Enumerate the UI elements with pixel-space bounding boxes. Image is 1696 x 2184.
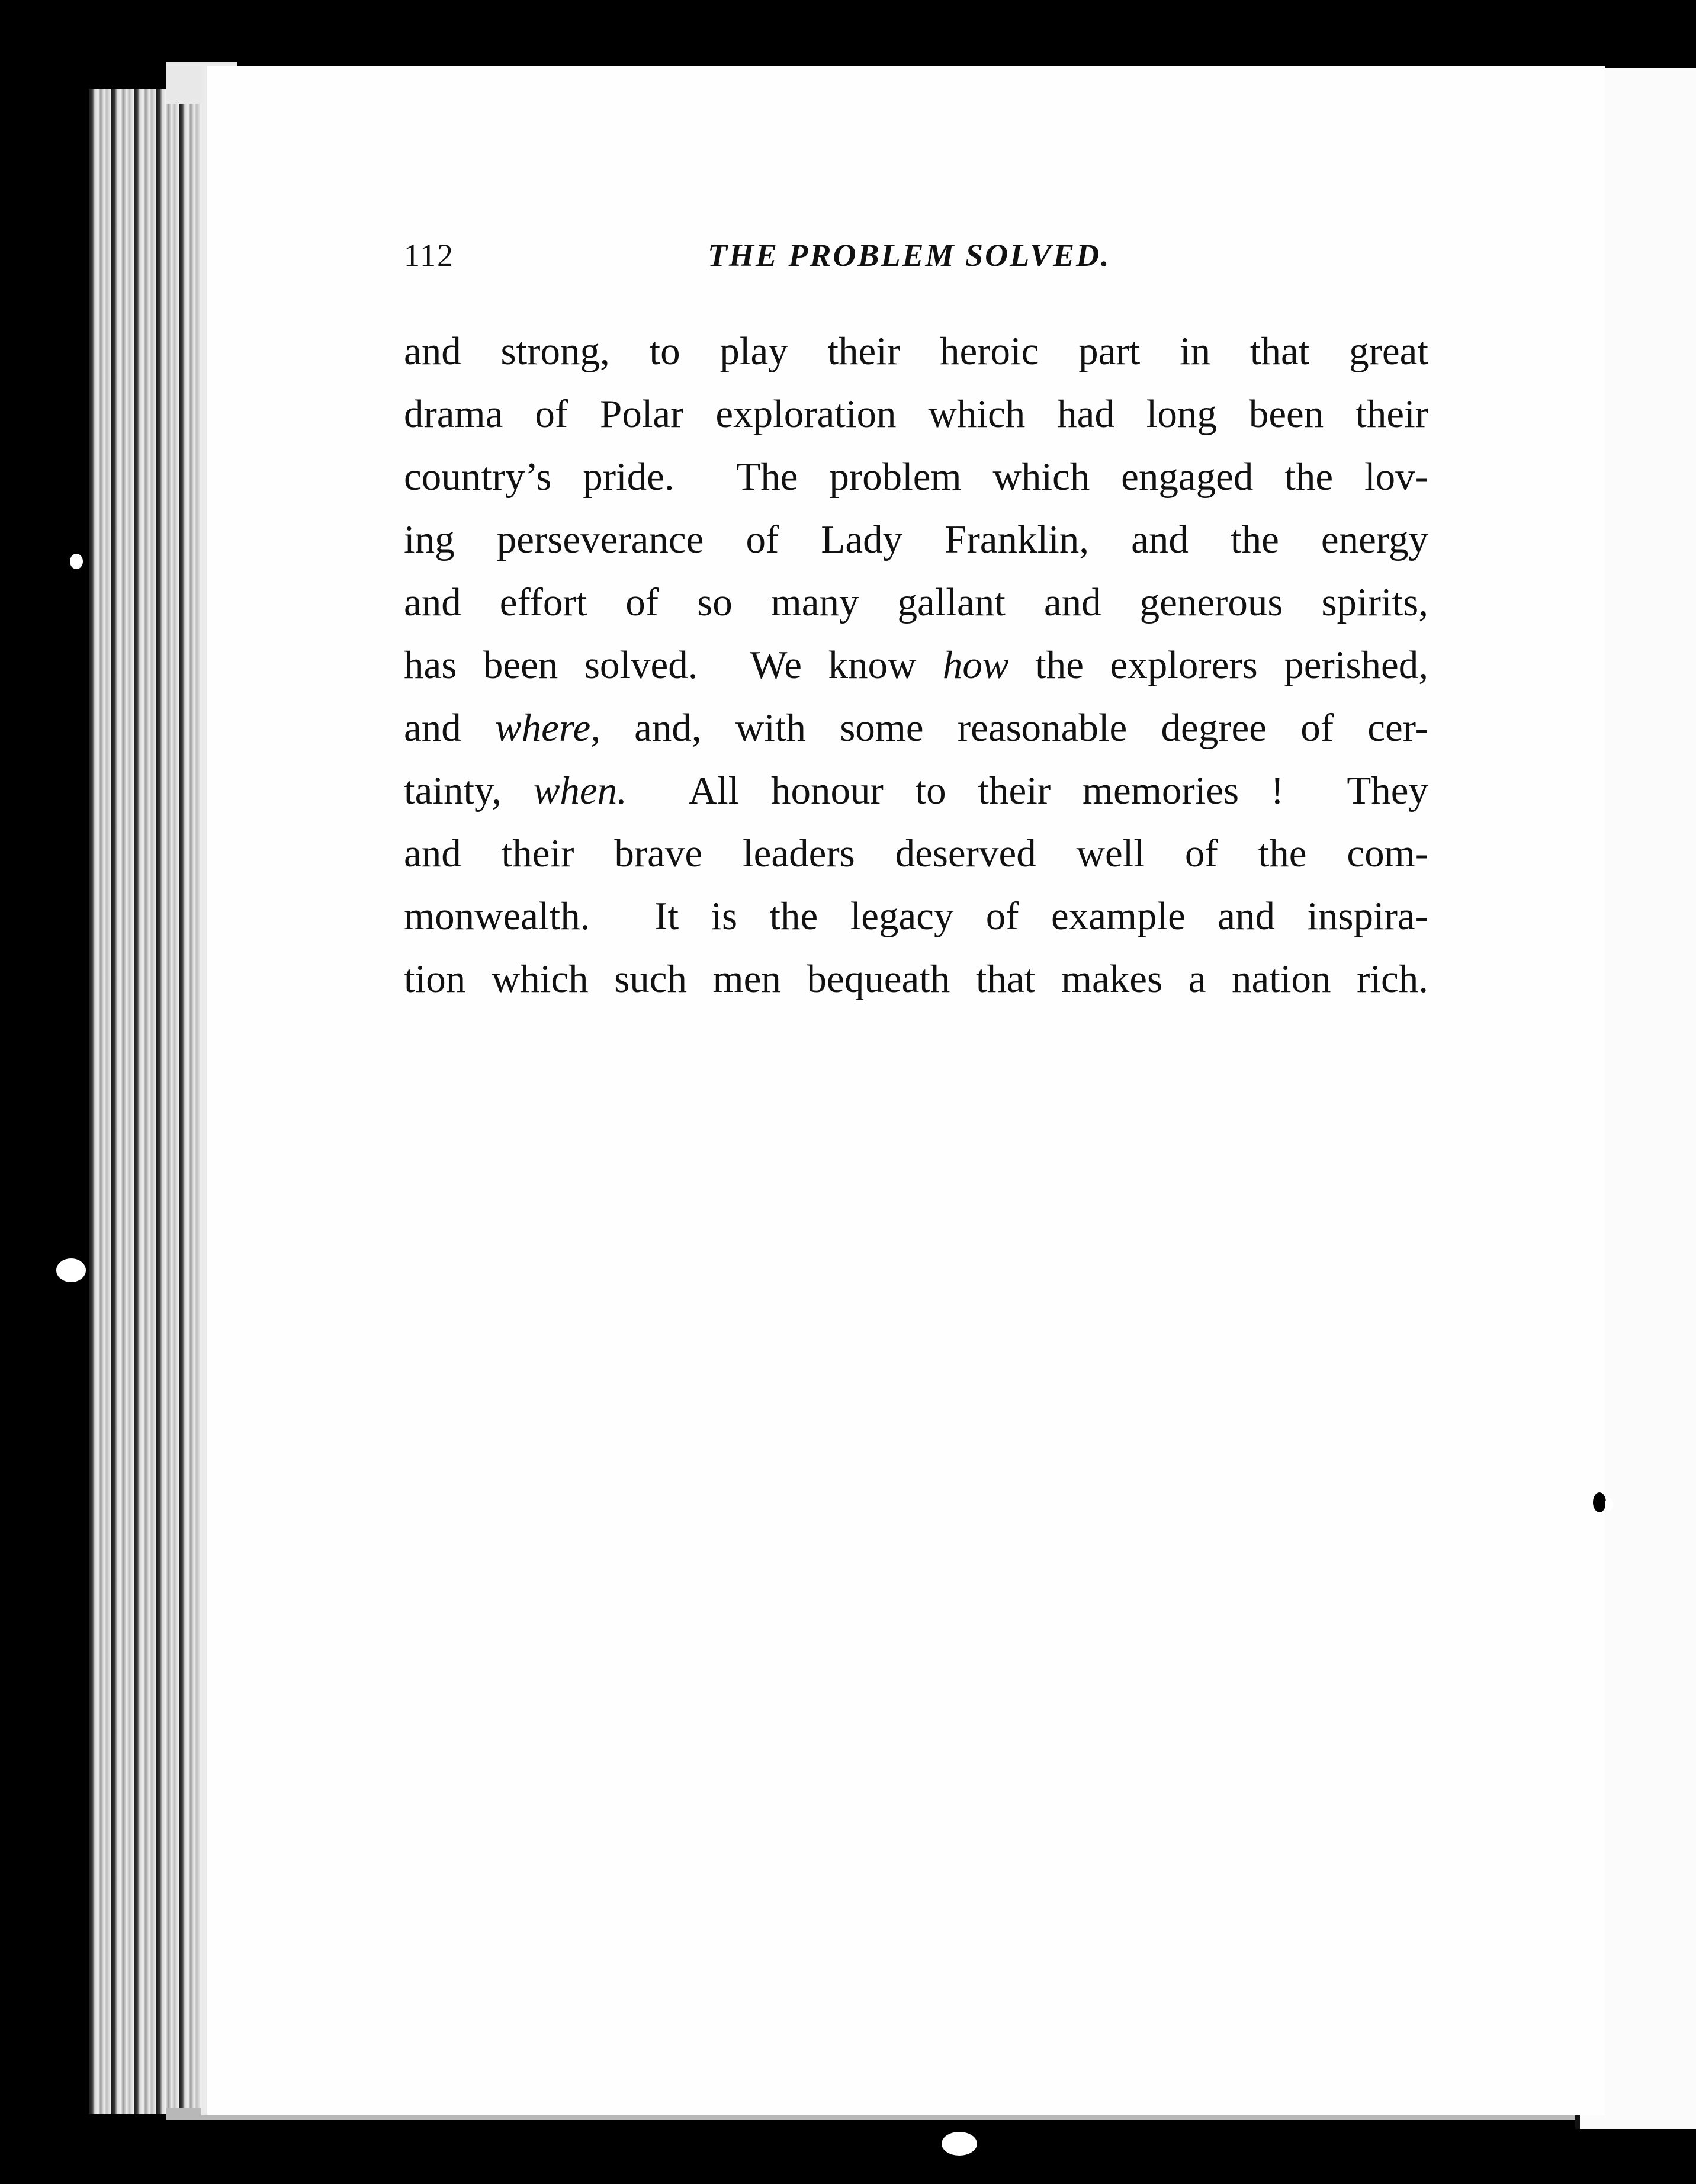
text-run: and strong, to play their heroic part in that great [404, 329, 1428, 373]
text-line [404, 822, 1428, 885]
text-run: and their brave leaders deserved well of the com- [404, 831, 1428, 875]
italic-text: how [942, 643, 1009, 687]
scan-speck [56, 1258, 86, 1282]
text-run: the explorers perished, [1008, 643, 1429, 687]
scan-speck [942, 2132, 977, 2156]
text-run: country’s pride. The problem which engaged the lov- [404, 455, 1428, 499]
text-line [404, 571, 1428, 634]
running-title: THE PROBLEM SOLVED. [708, 237, 1111, 273]
text-run: tion which such men bequeath that makes a nation rich. [404, 957, 1428, 1001]
text-run: drama of Polar exploration which had long been their [404, 392, 1428, 436]
text-line [404, 885, 1428, 948]
text-line [404, 759, 1428, 822]
body-paragraph [404, 320, 1428, 1010]
text-line [404, 634, 1428, 696]
text-run: tainty, [404, 769, 534, 812]
text-run: and, with some reasonable degree of cer- [600, 706, 1428, 750]
scan-speck [1593, 1492, 1606, 1512]
italic-text: when. [533, 769, 627, 812]
text-line [404, 445, 1428, 508]
text-line [404, 696, 1428, 759]
text-run: monwealth. It is the legacy of example and inspira- [404, 894, 1428, 938]
running-head [404, 237, 1114, 284]
text-run: ing perseverance of Lady Franklin, and the energy [404, 518, 1428, 561]
text-run: has been solved. We know [404, 643, 943, 687]
text-run: and [404, 706, 495, 750]
page-number: 112 [404, 237, 454, 273]
text-line [404, 320, 1428, 383]
scan-speck [1605, 1498, 1613, 1511]
text-line [404, 948, 1428, 1010]
text-run: and effort of so many gallant and generous spirits, [404, 580, 1428, 624]
text-line [404, 508, 1428, 571]
text-run: All honour to their memories ! They [627, 769, 1429, 812]
italic-text: where, [494, 706, 600, 750]
text-line [404, 383, 1428, 445]
scan-speck [70, 554, 83, 569]
